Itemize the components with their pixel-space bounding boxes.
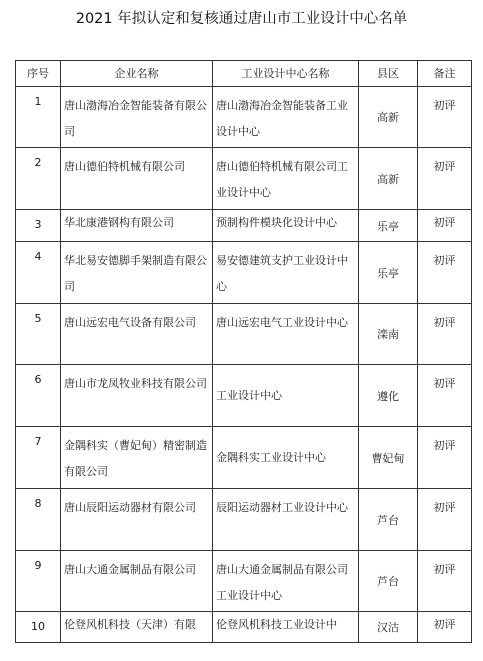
table-row — [16, 87, 472, 148]
header-company: 企业名称 — [61, 61, 213, 87]
header-center: 工业设计中心名称 — [213, 61, 359, 87]
document-title: 2021 年拟认定和复核通过唐山市工业设计中心名单 — [75, 11, 408, 27]
row-center: 唐山远宏电气工业设计中心 — [216, 316, 348, 329]
center-list-table — [15, 60, 472, 643]
row-seq: 3 — [16, 210, 61, 242]
row-center: 辰阳运动器材工业设计中心 — [216, 501, 348, 514]
table-header-row — [16, 61, 472, 87]
row-center: 伦登风机科技工业设计中 — [216, 618, 337, 631]
row-center: 预制构件模块化设计中心 — [216, 216, 337, 229]
row-company: 唐山大通金属制品有限公司 — [64, 563, 196, 576]
row-center: 金隅科实工业设计中心 — [216, 450, 326, 464]
row-seq: 10 — [16, 612, 61, 643]
row-company: 伦登风机科技（天津）有限 — [64, 618, 196, 631]
row-note: 初评 — [418, 551, 472, 612]
row-company: 金隅科实（曹妃甸）精密制造有限公司 — [64, 439, 207, 478]
row-note: 初评 — [418, 304, 472, 365]
row-note: 初评 — [418, 612, 472, 643]
row-district: 曹妃甸 — [359, 427, 418, 489]
row-seq: 9 — [16, 551, 61, 612]
table-row — [16, 489, 472, 551]
header-district: 县区 — [359, 61, 418, 87]
table-row — [16, 612, 472, 643]
row-note: 初评 — [418, 489, 472, 551]
row-district: 芦台 — [359, 551, 418, 612]
table-row — [16, 210, 472, 242]
row-company: 唐山德伯特机械有限公司 — [64, 160, 185, 173]
row-district: 汉沽 — [359, 612, 418, 643]
row-company: 唐山辰阳运动器材有限公司 — [64, 501, 196, 514]
row-district: 乐亭 — [359, 210, 418, 242]
header-seq: 序号 — [16, 61, 61, 87]
row-center: 唐山德伯特机械有限公司工业设计中心 — [216, 160, 348, 199]
row-note: 初评 — [418, 210, 472, 242]
row-district: 芦台 — [359, 489, 418, 551]
table-row — [16, 551, 472, 612]
row-note: 初评 — [418, 427, 472, 489]
table-row — [16, 148, 472, 210]
row-seq: 2 — [16, 148, 61, 210]
row-seq: 7 — [16, 427, 61, 489]
row-note: 初评 — [418, 148, 472, 210]
row-center: 唐山大通金属制品有限公司工业设计中心 — [216, 563, 348, 602]
row-seq: 1 — [16, 87, 61, 148]
row-district: 高新 — [359, 148, 418, 210]
table-row — [16, 304, 472, 365]
row-district: 乐亭 — [359, 242, 418, 304]
table-row — [16, 427, 472, 489]
table-row — [16, 242, 472, 304]
row-note: 初评 — [418, 365, 472, 427]
row-seq: 6 — [16, 365, 61, 427]
row-company: 唐山市龙凤牧业科技有限公司 — [64, 377, 207, 390]
row-seq: 8 — [16, 489, 61, 551]
row-center: 易安德建筑支护工业设计中心 — [216, 254, 348, 293]
row-district: 遵化 — [359, 365, 418, 427]
row-district: 高新 — [359, 87, 418, 148]
row-note: 初评 — [418, 87, 472, 148]
table-row — [16, 365, 472, 427]
row-center: 唐山渤海冶金智能装备工业设计中心 — [216, 99, 348, 138]
row-company: 唐山渤海冶金智能装备有限公司 — [64, 99, 207, 138]
row-center: 工业设计中心 — [216, 388, 282, 402]
row-seq: 5 — [16, 304, 61, 365]
row-company: 唐山远宏电气设备有限公司 — [64, 316, 196, 329]
row-district: 滦南 — [359, 304, 418, 365]
row-note: 初评 — [418, 242, 472, 304]
row-company: 华北康港钢构有限公司 — [64, 216, 174, 229]
row-company: 华北易安德脚手架制造有限公司 — [64, 254, 207, 293]
header-note: 备注 — [418, 61, 472, 87]
row-seq: 4 — [16, 242, 61, 304]
